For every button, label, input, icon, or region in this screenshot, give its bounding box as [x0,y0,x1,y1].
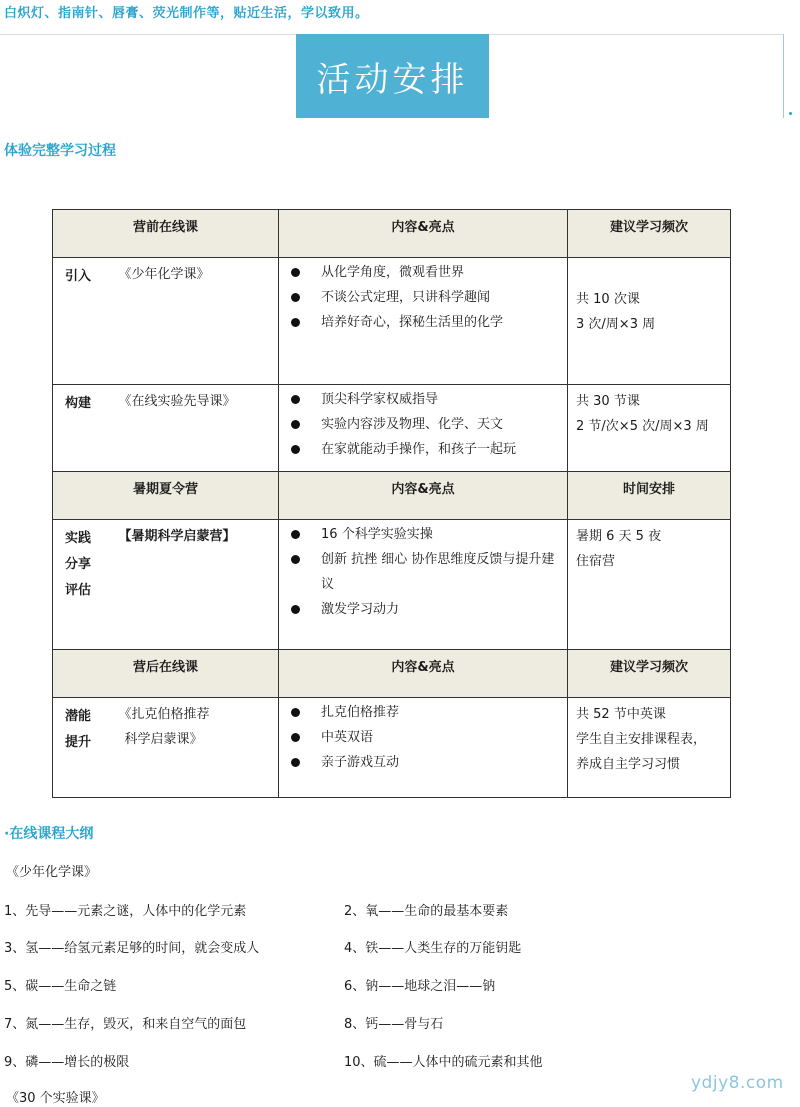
stage-label-line: 实践 [65,531,92,546]
course-line: 《在线实验先导课》 [118,394,236,409]
section-heading: ·在线课程大纲 [4,826,94,842]
frequency-line: 学生自主安排课程表， [576,732,707,747]
highlight-item: 实验内容涉及物理、化学、天文 [287,412,561,437]
header-cell: 内容&亮点 [279,472,568,520]
course-title: 《30 个实验课》 [6,1091,105,1106]
frequency-line: 养成自主学习习惯 [576,757,681,772]
highlight-item: 中英双语 [287,725,561,750]
frequency-line: 共 30 节课 [576,394,640,409]
course-line: 《少年化学课》 [118,267,210,282]
course-title: 《少年化学课》 [6,865,98,880]
course-name [111,385,279,472]
schedule-table [52,209,731,798]
bullet-dot-icon [789,112,792,115]
table-header-row [53,650,731,698]
frequency-line: 共 10 次课 [576,292,640,307]
header-cell: 建议学习频次 [568,210,731,258]
highlights-cell [279,698,568,798]
highlight-item: 激发学习动力 [287,597,561,622]
stage-label-line: 构建 [65,396,92,411]
course-line: 科学启蒙课》 [124,732,203,747]
highlight-item: 扎克伯格推荐 [287,700,561,725]
table-header-row [53,472,731,520]
table-row [53,520,731,650]
lesson-item: 2、氧——生命的最基本要素 [344,904,509,919]
lesson-item: 4、铁——人类生存的万能钥匙 [344,941,522,956]
lesson-item: 5、碳——生命之链 [4,979,117,994]
table-row [53,698,731,798]
lesson-item: 6、钠——地球之泪——钠 [344,979,496,994]
table-row [53,258,731,385]
header-cell: 营后在线课 [53,650,279,698]
frequency-line: 3 次/周×3 周 [576,317,656,332]
frequency-cell [568,520,731,650]
stage-label-line: 评估 [65,583,92,598]
lesson-item: 8、钙——骨与石 [344,1017,444,1032]
intro-text: 白炽灯、指南针、唇膏、荧光制作等，贴近生活，学以致用。 [4,6,369,21]
header-cell: 营前在线课 [53,210,279,258]
header-cell: 时间安排 [568,472,731,520]
divider [783,34,784,118]
frequency-line: 暑期 6 天 5 夜 [576,529,662,544]
highlight-item: 不谈公式定理，只讲科学趣闻 [287,285,561,310]
highlights-cell [279,258,568,385]
header-cell: 内容&亮点 [279,650,568,698]
stage-label [53,698,111,798]
watermark: ydjy8.com [691,1073,784,1093]
highlight-item: 创新 抗挫 细心 协作思维度反馈与提升建议 [287,547,561,597]
stage-label [53,520,111,650]
lesson-item: 1、先导——元素之谜，人体中的化学元素 [4,904,247,919]
highlights-cell [279,385,568,472]
section-heading: 体验完整学习过程 [4,143,116,159]
highlight-item: 顶尖科学家权威指导 [287,387,561,412]
lesson-item: 3、氢——给氢元素足够的时间，就会变成人 [4,941,260,956]
course-line: 《扎克伯格推荐 [118,707,210,722]
frequency-line: 2 节/次×5 次/周×3 周 [576,419,709,434]
stage-label [53,385,111,472]
highlight-item: 16 个科学实验实操 [287,522,561,547]
stage-label-line: 提升 [65,735,92,750]
frequency-line: 共 52 节中英课 [576,707,666,722]
header-cell: 内容&亮点 [279,210,568,258]
course-name [111,520,279,650]
stage-label [53,258,111,385]
stage-label-line: 潜能 [65,709,92,724]
highlight-item: 在家就能动手操作，和孩子一起玩 [287,437,561,462]
course-name [111,698,279,798]
activity-banner: 活动安排 [296,34,489,118]
frequency-line: 住宿营 [576,554,616,569]
header-cell: 暑期夏令营 [53,472,279,520]
lesson-item: 9、磷——增长的极限 [4,1055,130,1070]
stage-label-line: 分享 [65,557,92,572]
course-line: 【暑期科学启蒙营】 [118,529,236,544]
table-header-row [53,210,731,258]
highlight-item: 从化学角度，微观看世界 [287,260,561,285]
stage-label-line: 引入 [65,269,92,284]
course-name [111,258,279,385]
header-cell: 建议学习频次 [568,650,731,698]
highlight-item: 亲子游戏互动 [287,750,561,775]
lesson-item: 7、氮——生存，毁灭，和来自空气的面包 [4,1017,247,1032]
highlights-cell [279,520,568,650]
frequency-cell [568,385,731,472]
highlight-item: 培养好奇心，探秘生活里的化学 [287,310,561,335]
lesson-item: 10、硫——人体中的硫元素和其他 [344,1055,543,1070]
frequency-cell [568,698,731,798]
frequency-cell [568,258,731,385]
table-row [53,385,731,472]
